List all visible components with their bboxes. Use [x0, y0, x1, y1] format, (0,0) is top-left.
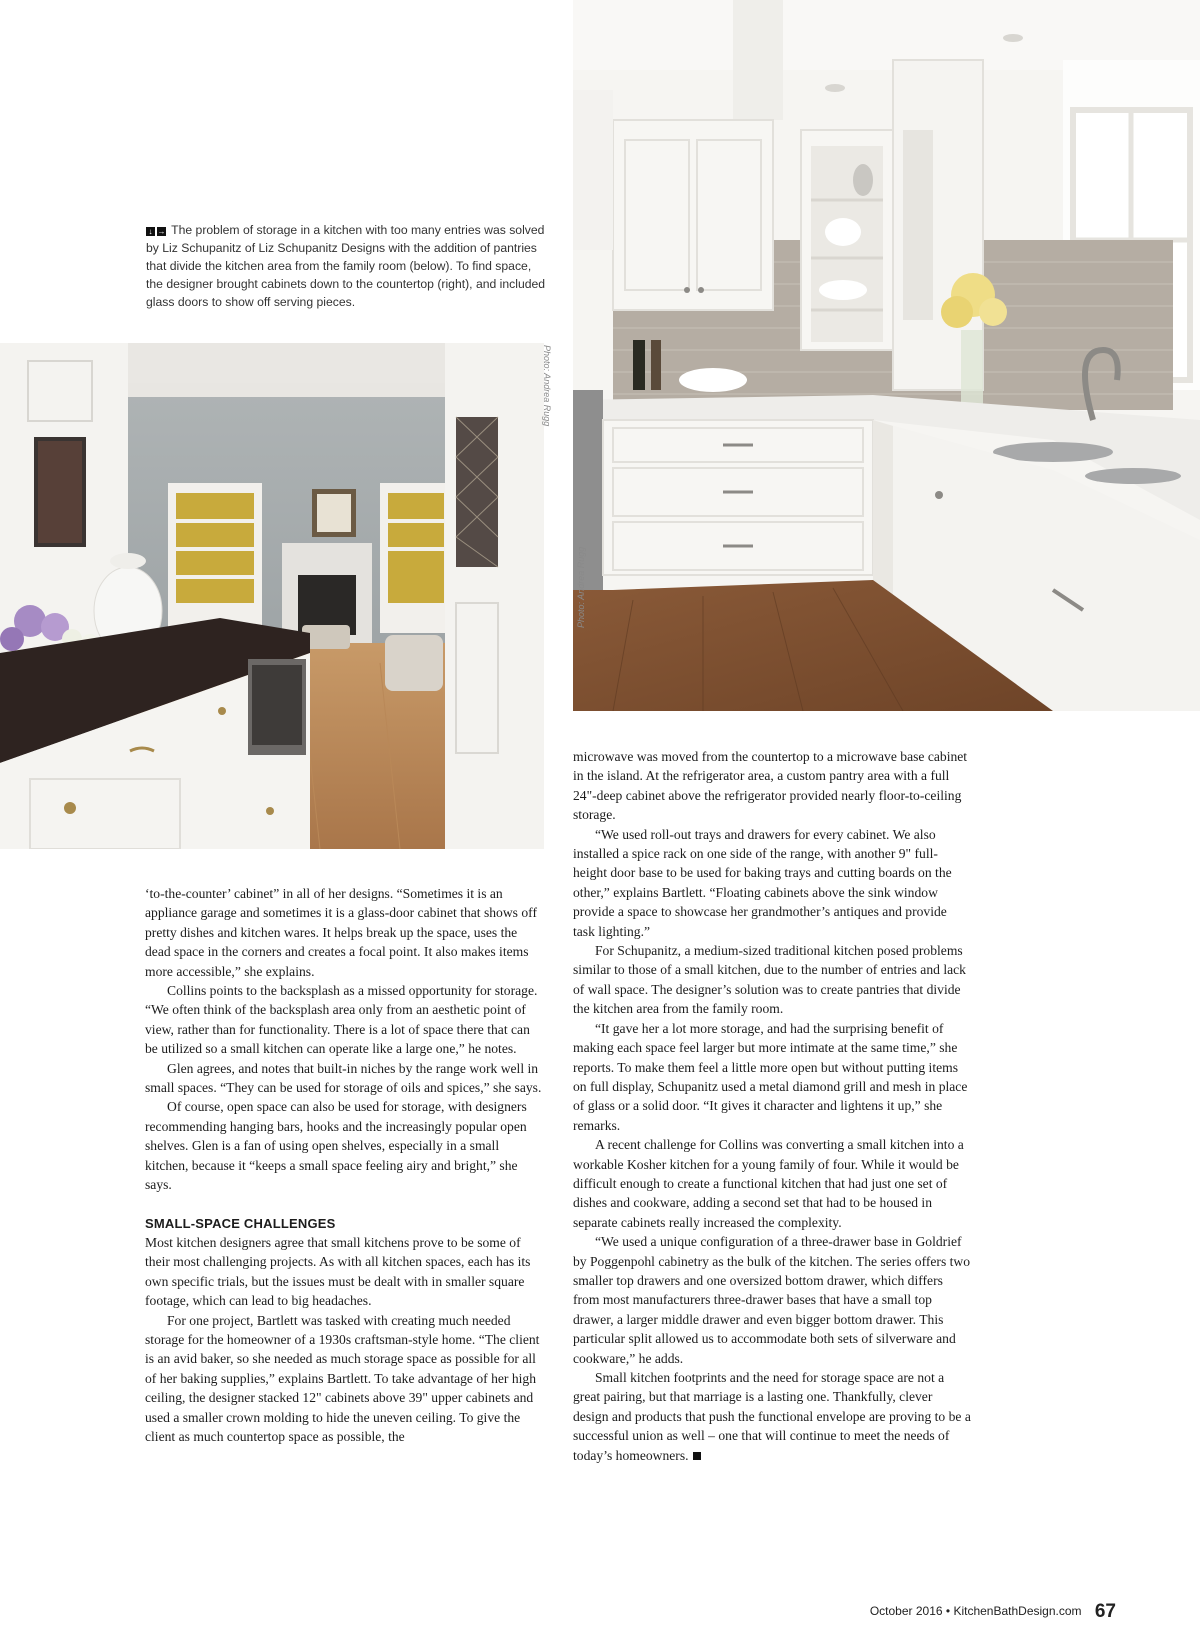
- left-text-column: [145, 884, 543, 1446]
- paragraph: “We used a unique configuration of a three-drawer base in Goldrief by Poggenpohl cabinetry as the bulk of the kitchen. The series offers two smaller top drawers and one oversized bottom drawer, which differs from most manufacturers three-drawer bases that have a small top drawer, a larger middle drawer and even bigger bottom drawer. This particular split allowed us to accommodate both sets of silverware and cookware,” he adds.: [573, 1234, 971, 1366]
- paragraph: Glen agrees, and notes that built-in niches by the range work well in small spaces. “They can be used for storage of oils and spices,” she says.: [145, 1060, 542, 1096]
- paragraph: microwave was moved from the countertop to a microwave base cabinet in the island. At the refrigerator area, a custom pantry area with a full 24"-deep cabinet above the refrigerator provided nearly floor-to-ceiling storage.: [573, 749, 968, 823]
- footer-separator: •: [945, 1604, 951, 1618]
- caption-text: The problem of storage in a kitchen with too many entries was solved by Liz Schupanitz of Liz Schupanitz Designs with the addition of pantries that divide the kitchen area from the family room (below). To find space, the designer brought cabinets down to the countertop (right), and included glass doors to show off serving pieces.: [146, 223, 546, 309]
- paragraph: Collins points to the backsplash as a missed opportunity for storage. “We often think of the backsplash area only from an aesthetic point of view, rather than for functionality. There is a lot of space there that can be utilized so a small kitchen can operate like a large one,” he notes.: [145, 983, 538, 1057]
- paragraph: A recent challenge for Collins was converting a small kitchen into a workable Kosher kitchen for a young family of four. While it would be difficult enough to create a functional kitchen that had just one set of dishes and cookware, adding a second set that had to be housed in separate cabinets really increased the complexity.: [573, 1137, 964, 1230]
- page-number: 67: [1094, 1601, 1116, 1622]
- final-paragraph-text: Small kitchen footprints and the need for storage space are not a great pairing, but that marriage is a lasting one. Thankfully, clever design and products that push the functional envelope are proving to be a successful union as well – one that will continue to meet the needs of today’s homeowners.: [573, 1370, 971, 1463]
- paragraph: “We used roll-out trays and drawers for every cabinet. We also installed a spice rack on one side of the range, with another 9" full-height door base to be used for baking trays and cutting boards on the other,” explains Bartlett. “Floating cabinets above the sink window provide a space to showcase her grandmother’s antiques and provide task lighting.”: [573, 826, 952, 939]
- end-mark-icon: [693, 1452, 701, 1460]
- white-kitchen-photo: [573, 0, 1200, 711]
- paragraph: Most kitchen designers agree that small kitchens prove to be some of their most challenging projects. As with all kitchen spaces, each has its own specific trials, but the issues must be dealt with in smaller square footage, which can lead to big headaches.: [145, 1234, 531, 1309]
- left-photo-credit: Photo: Andrea Rugg: [542, 345, 552, 427]
- paragraph: Of course, open space can also be used for storage, with designers recommending hanging bars, hooks and the increasingly popular open shelves. Glen is a fan of using open shelves, especially in a small kitchen, because it “keeps a small space feeling airy and bright,” she says.: [145, 1099, 527, 1193]
- paragraph: For one project, Bartlett was tasked with creating much needed storage for the homeowner of a 1930s craftsman-style home. “The client is an avid baker, so she needed as much storage space as possible for all of her baking supplies,” explains Bartlett. To take advantage of her high ceiling, the designer stacked 12" cabinets above 39" upper cabinets and used a smaller crown molding to hide the uneven ceiling. To give the client as much countertop space as possible, the: [145, 1312, 540, 1444]
- page-footer: [870, 1601, 1116, 1623]
- right-text-column: [573, 747, 971, 1465]
- arrow-down-icon: ↓: [146, 227, 155, 236]
- section-heading: SMALL-SPACE CHALLENGES: [145, 1215, 336, 1231]
- website-link[interactable]: KitchenBathDesign.com: [953, 1604, 1082, 1618]
- issue-date: October 2016: [869, 1604, 943, 1618]
- kitchen-island-photo: [0, 343, 544, 849]
- right-photo-credit: Photo: Andrea Rugg: [576, 546, 586, 628]
- paragraph: ‘to-the-counter’ cabinet” in all of her designs. “Sometimes it is an appliance garage and sometimes it is a glass-door cabinet that shows off pretty dishes and kitchen wares. It helps break up the space, uses the dead space in the corners and creates a focal point. It also makes items more accessible,” she explains.: [145, 886, 537, 979]
- paragraph: “It gave her a lot more storage, and had the surprising benefit of making each space feel larger but more intimate at the same time,” she reports. To make them feel a little more open but without putting items on full display, Schupanitz used a metal diamond grill and mesh in place of glass or a solid door. “It gives it character and lightens it up,” she remarks.: [573, 1020, 968, 1133]
- arrow-right-icon: →: [157, 227, 166, 236]
- paragraph: For Schupanitz, a medium-sized traditional kitchen posed problems similar to those of a small kitchen, due to the number of entries and lack of wall space. The designer’s solution was to create pantries that divide the kitchen area from the family room.: [573, 943, 966, 1017]
- photo-caption: [146, 221, 546, 311]
- paragraph: [573, 1368, 971, 1465]
